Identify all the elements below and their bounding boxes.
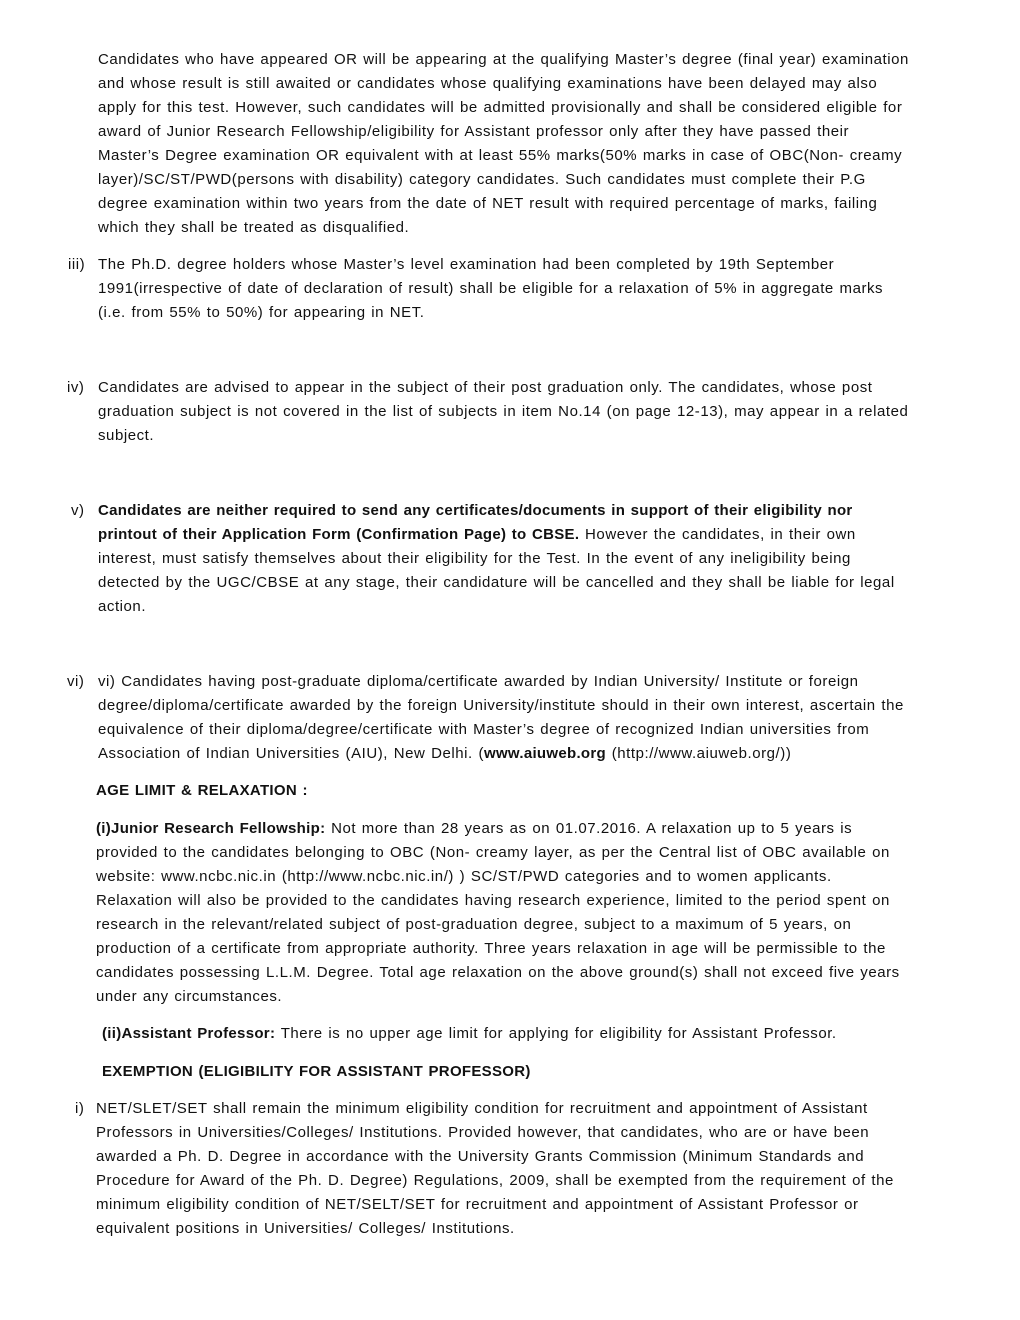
text-segment: Professors in Universities/Colleges/ Institutions. Provided however, that candidates, who are or have been: [96, 1124, 870, 1141]
text-line: [98, 742, 904, 766]
text-line: [98, 595, 895, 619]
text-line: [98, 253, 883, 277]
text-segment: under any circumstances.: [96, 988, 283, 1005]
text-line: [96, 1169, 894, 1193]
text-line: [98, 718, 904, 742]
text-segment: research in the relevant/related subject of post-graduation degree, subject to a maximum of 5 years, on: [96, 916, 852, 933]
list-marker: i): [75, 1100, 85, 1117]
text-line: [102, 1022, 837, 1046]
text-segment: interest, must satisfy themselves about their eligibility for the Test. In the event of any ineligibility being: [98, 550, 851, 567]
text-line: [98, 670, 904, 694]
text-segment: production of a certificate from appropriate authority. Three years relaxation in age will be permissible to the: [96, 940, 886, 957]
text-line: [98, 499, 895, 523]
paragraph-asst-prof: [102, 1022, 837, 1046]
text-line: [98, 424, 908, 448]
text-line: [96, 1217, 894, 1241]
text-line: [96, 1121, 894, 1145]
bold-text: (ii)Assistant Professor:: [102, 1025, 276, 1042]
text-segment: Candidates are advised to appear in the subject of their post graduation only. The candidates, whose post: [98, 379, 873, 396]
text-line: [96, 937, 900, 961]
text-line: [98, 571, 895, 595]
paragraph-item-iii: [98, 253, 883, 325]
text-line: [98, 120, 909, 144]
text-segment: Association of Indian Universities (AIU), New Delhi. (: [98, 745, 484, 762]
text-line: [98, 96, 909, 120]
text-line: [98, 301, 883, 325]
bold-text: www.aiuweb.org: [484, 745, 606, 762]
text-segment: vi) Candidates having post-graduate diploma/certificate awarded by Indian University/ Institute or foreign: [98, 673, 859, 690]
text-line: [96, 865, 900, 889]
bold-text: Candidates are neither required to send any certificates/documents in support of their eligibility nor: [98, 502, 853, 519]
text-segment: and whose result is still awaited or candidates whose qualifying examinations have been delayed may also: [98, 75, 878, 92]
text-segment: 1991(irrespective of date of declaration of result) shall be eligible for a relaxation of 5% in aggregate marks: [98, 280, 884, 297]
text-segment: (i.e. from 55% to 50%) for appearing in NET.: [98, 304, 425, 321]
text-segment: graduation subject is not covered in the list of subjects in item No.14 (on page 12-13), may appear in a related: [98, 403, 909, 420]
paragraph-jrf: [96, 817, 900, 1009]
text-segment: website: www.ncbc.nic.in (http://www.ncbc.nic.in/) ) SC/ST/PWD categories and to women applicants.: [96, 868, 832, 885]
list-marker: iv): [67, 379, 85, 396]
paragraph-item-iv: [98, 376, 908, 448]
text-line: [96, 961, 900, 985]
list-marker: iii): [68, 256, 86, 273]
text-line: [96, 913, 900, 937]
text-segment: equivalence of their diploma/degree/certificate with Master’s degree of recognized Indian universities from: [98, 721, 870, 738]
list-marker: vi): [67, 673, 85, 690]
text-line: [96, 817, 900, 841]
text-line: [98, 168, 909, 192]
text-segment: NET/SLET/SET shall remain the minimum eligibility condition for recruitment and appointment of Assistant: [96, 1100, 868, 1117]
text-segment: candidates possessing L.L.M. Degree. Total age relaxation on the above ground(s) shall not exceed five years: [96, 964, 900, 981]
text-segment: action.: [98, 598, 147, 615]
text-line: [98, 523, 895, 547]
paragraph-item-vi: [98, 670, 904, 766]
text-segment: subject.: [98, 427, 155, 444]
age-limit-heading: AGE LIMIT & RELAXATION :: [96, 782, 308, 799]
text-segment: (http://www.aiuweb.org/)): [606, 745, 792, 762]
paragraph-exemption-i: [96, 1097, 894, 1241]
text-segment: Master’s Degree examination OR equivalent with at least 55% marks(50% marks in case of OBC(Non- creamy: [98, 147, 903, 164]
text-line: [96, 1097, 894, 1121]
text-line: [98, 192, 909, 216]
text-segment: award of Junior Research Fellowship/eligibility for Assistant professor only after they have passed their: [98, 123, 850, 140]
text-line: [96, 889, 900, 913]
text-line: [98, 277, 883, 301]
bold-text: (i)Junior Research Fellowship:: [96, 820, 326, 837]
text-segment: apply for this test. However, such candidates will be admitted provisionally and shall be considered eligible for: [98, 99, 903, 116]
text-line: [96, 1193, 894, 1217]
text-segment: minimum eligibility condition of NET/SELT/SET for recruitment and appointment of Assistant Professor or: [96, 1196, 859, 1213]
text-segment: Candidates who have appeared OR will be appearing at the qualifying Master’s degree (final year) examination: [98, 51, 909, 68]
text-line: [96, 841, 900, 865]
text-segment: Not more than 28 years as on 01.07.2016. A relaxation up to 5 years is: [325, 820, 853, 837]
text-segment: which they shall be treated as disqualified.: [98, 219, 410, 236]
text-segment: detected by the UGC/CBSE at any stage, their candidature will be cancelled and they shall be liable for legal: [98, 574, 895, 591]
text-segment: degree examination within two years from the date of NET result with required percentage of marks, failing: [98, 195, 878, 212]
exemption-heading: EXEMPTION (ELIGIBILITY FOR ASSISTANT PROFESSOR): [102, 1063, 531, 1080]
text-line: [98, 376, 908, 400]
paragraph-continuation: [98, 48, 909, 240]
paragraph-item-v: [98, 499, 895, 619]
text-line: [98, 694, 904, 718]
text-segment: degree/diploma/certificate awarded by the foreign University/institute should in their own interest, ascertain the: [98, 697, 904, 714]
text-segment: Procedure for Award of the Ph. D. Degree) Regulations, 2009, shall be exempted from the requirement of the: [96, 1172, 894, 1189]
text-segment: There is no upper age limit for applying for eligibility for Assistant Professor.: [275, 1025, 837, 1042]
text-line: [98, 400, 908, 424]
text-segment: equivalent positions in Universities/ Colleges/ Institutions.: [96, 1220, 515, 1237]
text-line: [98, 547, 895, 571]
text-line: [98, 216, 909, 240]
text-segment: layer)/SC/ST/PWD(persons with disability) category candidates. Such candidates must complete their P.G: [98, 171, 866, 188]
list-marker: v): [71, 502, 85, 519]
text-segment: However the candidates, in their own: [579, 526, 856, 543]
text-segment: awarded a Ph. D. Degree in accordance with the University Grants Commission (Minimum Standards and: [96, 1148, 865, 1165]
text-line: [96, 1145, 894, 1169]
text-line: [98, 48, 909, 72]
text-line: [98, 72, 909, 96]
text-segment: provided to the candidates belonging to OBC (Non- creamy layer, as per the Central list of OBC available on: [96, 844, 890, 861]
text-line: [98, 144, 909, 168]
text-line: [96, 985, 900, 1009]
text-segment: The Ph.D. degree holders whose Master’s level examination had been completed by 19th September: [98, 256, 835, 273]
bold-text: printout of their Application Form (Confirmation Page) to CBSE.: [98, 526, 580, 543]
text-segment: Relaxation will also be provided to the candidates having research experience, limited to the period spent on: [96, 892, 890, 909]
